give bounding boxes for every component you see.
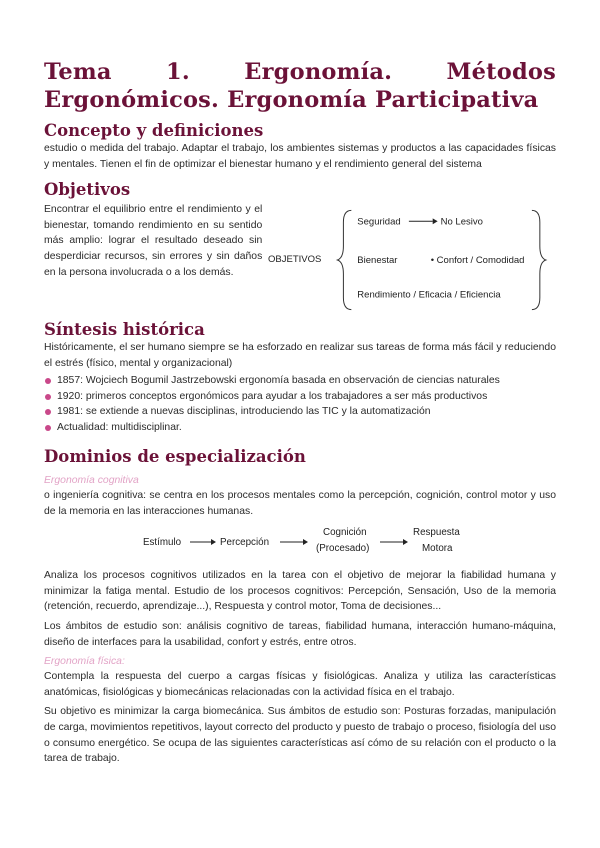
dominios-heading: Dominios de especialización <box>44 447 306 466</box>
seguridad-arrowhead <box>433 219 438 225</box>
flow-arrowhead-3 <box>403 539 408 545</box>
title-word: Métodos <box>446 59 556 85</box>
cognitiva-p1: Analiza los procesos cognitivos utilizados en la tarea con el objetivo de mejorar la fiabilidad humana y minimizar la fatiga mental. Estudio de los procesos cognitivos: Percepción, Sensación, Uso de la memoria (retención, recuerdo, aprendizaje...), Respuesta y control motor, Toma de decisiones... <box>44 570 556 613</box>
bullet-icon <box>45 409 51 415</box>
diagram-confort: • Confort / Comodidad <box>430 255 525 267</box>
objetivos-row <box>44 202 556 314</box>
flow-procesado: (Procesado) <box>316 543 370 555</box>
title-line-1 <box>44 58 556 86</box>
diagram-no-lesivo: No Lesivo <box>440 216 484 228</box>
title-word: Ergonomía. <box>244 59 393 85</box>
flow-motora: Motora <box>422 543 453 555</box>
sintesis-list <box>44 373 556 435</box>
list-item <box>44 373 556 388</box>
cognitiva-text: o ingeniería cognitiva: se centra en los procesos mentales como la percepción, cognición, control motor y uso de la memoria en las interacciones humanas. <box>44 490 556 517</box>
objetivos-diagram <box>268 202 556 314</box>
title-word: Tema <box>44 59 112 85</box>
list-item-text: 1981: se extiende a nuevas disciplinas, introduciendo las TIC y la automatización <box>57 406 431 418</box>
diagram-bienestar: Bienestar <box>357 255 398 267</box>
fisica-p1: Contempla la respuesta del cuerpo a cargas físicas y fisiológicas. Analiza y utiliza las características anatómicas, fisiológicas y biomecánicas relacionadas con la actividad física en el trabajo. <box>44 671 556 698</box>
fisica-label: Ergonomía física: <box>44 656 125 668</box>
section-sintesis <box>44 320 556 435</box>
list-item <box>44 420 556 435</box>
sintesis-intro: Históricamente, el ser humano siempre se ha esforzado en realizar sus tareas de forma más fácil y reduciendo el estrés (físico, mental y organizacional) <box>44 342 556 369</box>
bullet-icon <box>45 378 51 384</box>
objetivos-heading: Objetivos <box>44 180 131 200</box>
list-item <box>44 404 556 419</box>
section-dominios <box>44 447 556 767</box>
cognitive-flow-diagram <box>44 521 556 561</box>
concepto-text: estudio o medida del trabajo. Adaptar el trabajo, los ambientes sistemas y productos a las capacidades físicas y mentales. Tienen el fin de optimizar el bienestar humano y el rendimiento general del sistema <box>44 143 556 170</box>
cognitiva-label: Ergonomía cognitiva <box>44 475 139 486</box>
title-line-2: Ergonómicos. Ergonomía Participativa <box>44 87 539 113</box>
page-title <box>44 58 556 114</box>
flow-arrowhead-2 <box>303 539 308 545</box>
diagram-root: OBJETIVOS <box>268 254 322 266</box>
list-item <box>44 389 556 404</box>
bullet-icon <box>45 425 51 431</box>
title-word: 1. <box>166 59 190 85</box>
section-objetivos <box>44 180 556 314</box>
sintesis-heading: Síntesis histórica <box>44 320 205 340</box>
objetivos-text: Encontrar el equilibrio entre el rendimiento y el bienestar, tomando rendimiento en su sentido más amplio: lograr el resultado deseado sin desperdiciar recursos, sin errores y sin daños en la persona involucrada o a los demás. <box>44 204 263 278</box>
flow-estimulo: Estímulo <box>143 537 182 549</box>
flow-arrowhead-1 <box>211 539 216 545</box>
diagram-rendimiento: Rendimiento / Eficacia / Eficiencia <box>357 289 501 301</box>
section-concepto <box>44 121 556 172</box>
left-brace <box>338 211 352 310</box>
flow-cognicion: Cognición <box>323 527 367 539</box>
list-item-text: Actualidad: multidisciplinar. <box>57 421 182 433</box>
cognitiva-p2: Los ámbitos de estudio son: análisis cognitivo de tareas, fiabilidad humana, interacción humano-máquina, diseño de interfaces para la usabilidad, confort y estrés, entre otros. <box>44 620 556 648</box>
diagram-seguridad: Seguridad <box>357 216 401 228</box>
list-item-text: 1920: primeros conceptos ergonómicos para ayudar a los trabajadores a ser más productivos <box>57 390 488 402</box>
document-page <box>44 58 556 767</box>
list-item-text: 1857: Wojciech Bogumil Jastrzebowski ergonomía basada en observación de ciencias naturales <box>57 375 500 387</box>
concepto-heading: Concepto y definiciones <box>44 121 264 140</box>
bullet-icon <box>45 394 51 400</box>
flow-respuesta: Respuesta <box>413 527 460 539</box>
flow-percepcion: Percepción <box>220 537 270 549</box>
fisica-p2: Su objetivo es minimizar la carga biomecánica. Sus ámbitos de estudio son: Posturas forzadas, manipulación de carga, movimientos repetitivos, layout correcto del producto y puesto de trabajo o proceso, fisiología del uso o consumo energético. Se ocupa de las siguientes características así cómo de su relación con el producto o la tarea de trabajo. <box>44 706 556 765</box>
right-brace <box>532 211 546 310</box>
